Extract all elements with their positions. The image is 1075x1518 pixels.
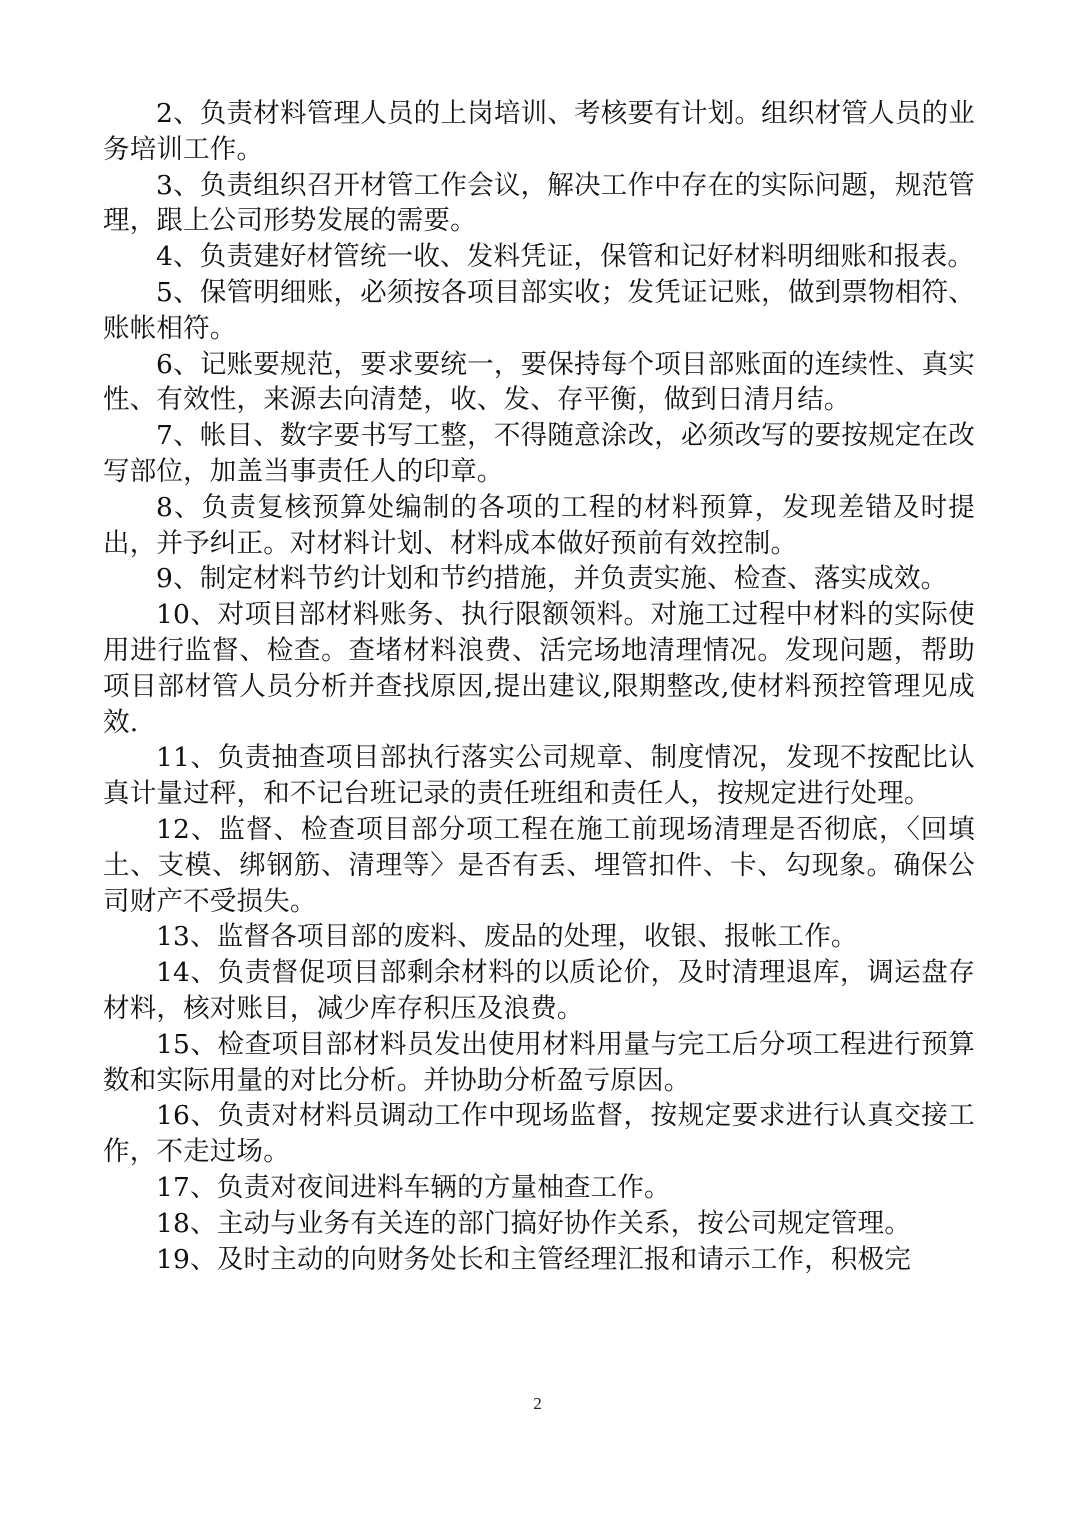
paragraph-item-3: 3、负责组织召开材管工作会议，解决工作中存在的实际问题，规范管理，跟上公司形势发展的需要。 xyxy=(103,169,975,237)
paragraph-item-14: 14、负责督促项目部剩余材料的以质论价，及时清理退库，调运盘存材料，核对账目，减少库存积压及浪费。 xyxy=(103,957,975,1024)
paragraph-item-8: 8、负责复核预算处编制的各项的工程的材料预算，发现差错及时提出，并予纠正。对材料计划、材料成本做好预前有效控制。 xyxy=(103,491,975,559)
paragraph-item-17: 17、负责对夜间进料车辆的方量柚查工作。 xyxy=(156,1171,671,1203)
paragraph-item-13: 13、监督各项目部的废料、废品的处理，收银、报帐工作。 xyxy=(156,921,858,953)
paragraph-item-2: 2、负责材料管理人员的上岗培训、考核要有计划。组织材管人员的业务培训工作。 xyxy=(103,98,975,165)
document-body xyxy=(103,96,975,1277)
paragraph-item-7: 7、帐目、数字要书写工整，不得随意涂改，必须改写的要按规定在改写部位，加盖当事责任人的印章。 xyxy=(103,420,975,487)
paragraph-item-18: 18、主动与业务有关连的部门搞好协作关系，按公司规定管理。 xyxy=(156,1207,912,1239)
paragraph-item-10: 10、对项目部材料账务、执行限额领料。对施工过程中材料的实际使用进行监督、检查。查堵材料浪费、活完场地清理情况。发现问题，帮助项目部材管人员分析并查找原因,提出建议,限期整改,使材料预控管理见成效. xyxy=(103,599,975,738)
paragraph-item-6: 6、记账要规范，要求要统一，要保持每个项目部账面的连续性、真实性、有效性，来源去向清楚，收、发、存平衡，做到日清月结。 xyxy=(103,348,975,416)
paragraph-item-15: 15、检查项目部材料员发出使用材料用量与完工后分项工程进行预算数和实际用量的对比分析。并协助分析盈亏原因。 xyxy=(103,1028,975,1096)
paragraph-item-12: 12、监督、检查项目部分项工程在施工前现场清理是否彻底，〈回填土、支模、绑钢筋、清理等〉是否有丢、埋管扣件、卡、勾现象。确保公司财产不受损失。 xyxy=(103,813,975,917)
paragraph-item-19: 19、及时主动的向财务处长和主管经理汇报和请示工作，积极完 xyxy=(156,1243,912,1275)
paragraph-item-4: 4、负责建好材管统一收、发料凭证，保管和记好材料明细账和报表。 xyxy=(156,241,975,273)
paragraph-item-16: 16、负责对材料员调动工作中现场监督，按规定要求进行认真交接工作，不走过场。 xyxy=(103,1100,975,1168)
paragraph-item-11: 11、负责抽查项目部执行落实公司规章、制度情况，发现不按配比认真计量过秤，和不记台班记录的责任班组和责任人，按规定进行处理。 xyxy=(103,742,975,810)
paragraph-item-5: 5、保管明细账，必须按各项目部实收；发凭证记账，做到票物相符、账帐相符。 xyxy=(103,276,975,344)
page-number: 2 xyxy=(533,1394,542,1413)
paragraph-item-9: 9、制定材料节约计划和节约措施，并负责实施、检查、落实成效。 xyxy=(156,563,948,595)
